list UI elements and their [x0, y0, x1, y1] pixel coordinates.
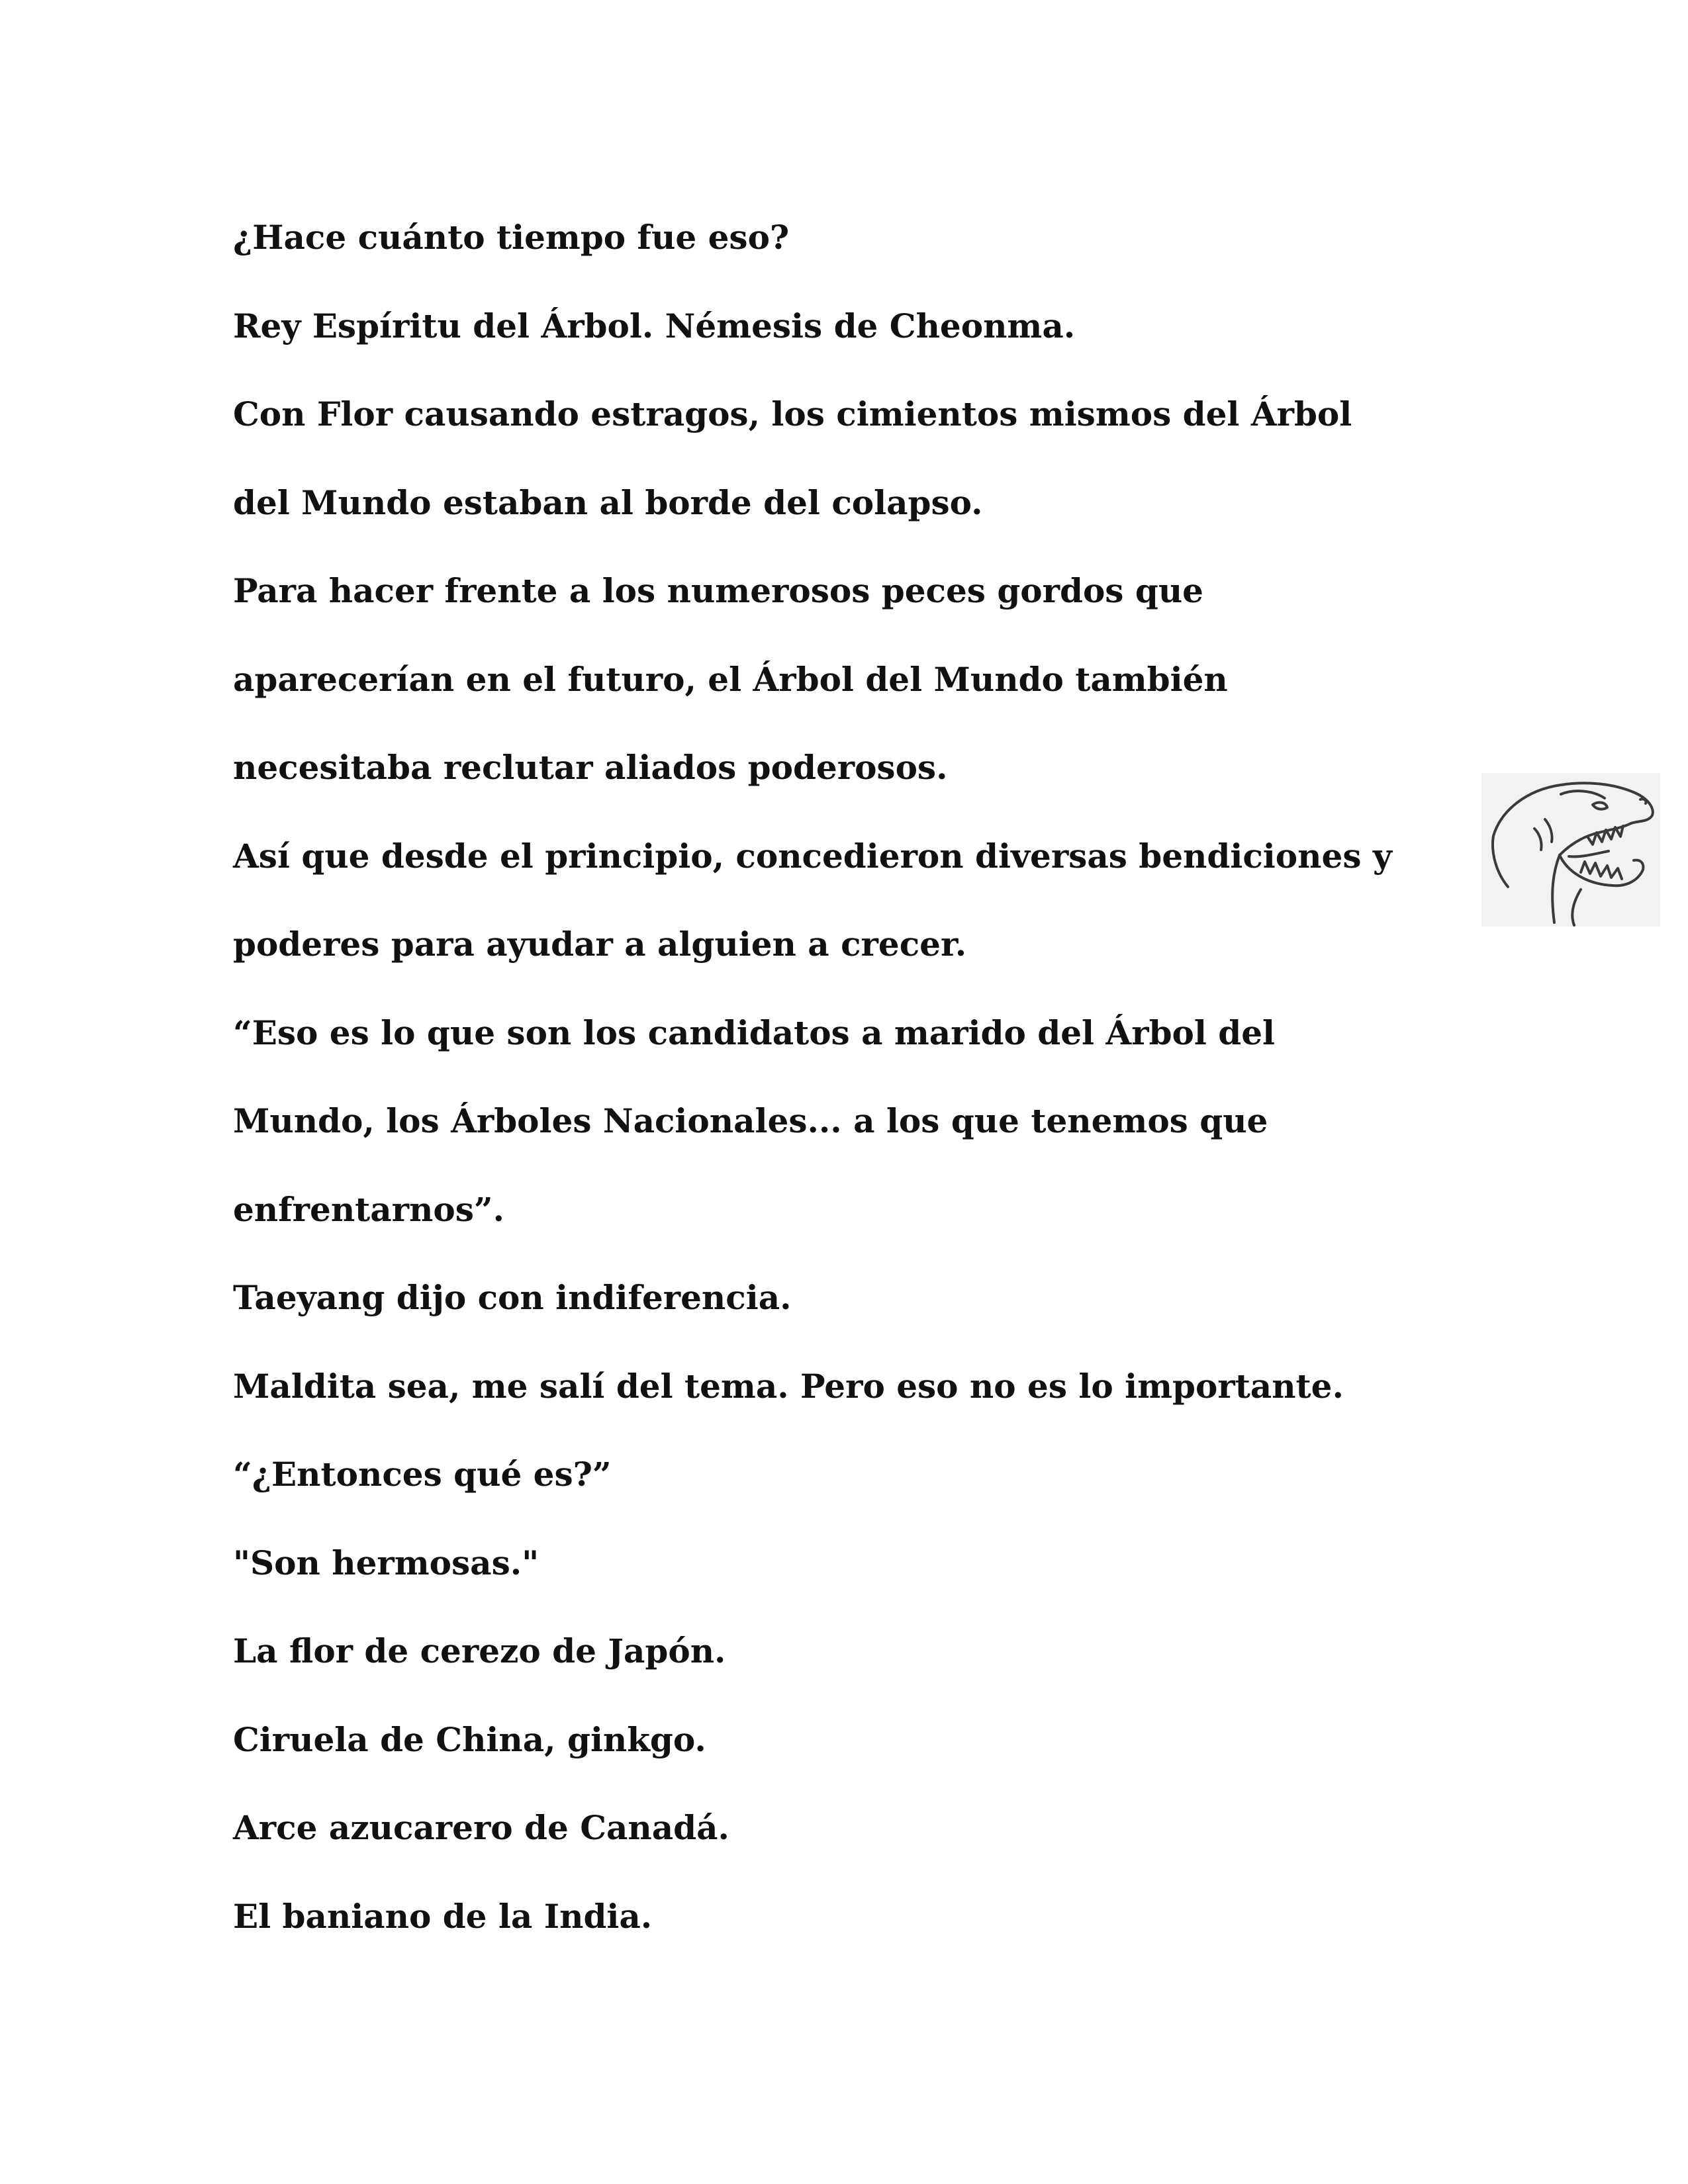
text-line: "Son hermosas." — [233, 1543, 539, 1582]
text-line: enfrentarnos”. — [233, 1189, 505, 1229]
text-line: La flor de cerezo de Japón. — [233, 1631, 726, 1670]
text-line: del Mundo estaban al borde del colapso. — [233, 482, 983, 522]
text-line: Así que desde el principio, concedieron diversas bendiciones y — [233, 836, 1392, 876]
text-line: aparecerían en el futuro, el Árbol del Mundo también — [233, 659, 1228, 699]
dinosaur-head-icon — [1481, 773, 1660, 927]
text-line: El baniano de la India. — [233, 1896, 653, 1936]
text-line: poderes para ayudar a alguien a crecer. — [233, 925, 967, 964]
text-line: Mundo, los Árboles Nacionales... a los que tenemos que — [233, 1101, 1268, 1140]
text-line: Taeyang dijo con indiferencia. — [233, 1278, 792, 1317]
text-line: “Eso es lo que son los candidatos a marido del Árbol del — [233, 1013, 1276, 1052]
text-line: Rey Espíritu del Árbol. Némesis de Cheonma. — [233, 306, 1076, 345]
text-line: Arce azucarero de Canadá. — [233, 1808, 729, 1847]
text-line: Para hacer frente a los numerosos peces gordos que — [233, 571, 1203, 610]
text-line: Ciruela de China, ginkgo. — [233, 1719, 706, 1759]
text-line: necesitaba reclutar aliados poderosos. — [233, 748, 948, 787]
text-line: Maldita sea, me salí del tema. Pero eso no es lo importante. — [233, 1366, 1344, 1406]
document-body — [233, 193, 1491, 1960]
text-line: ¿Hace cuánto tiempo fue eso? — [233, 218, 790, 257]
text-line: Con Flor causando estragos, los cimientos mismos del Árbol — [233, 394, 1352, 433]
text-line: “¿Entonces qué es?” — [233, 1455, 612, 1494]
